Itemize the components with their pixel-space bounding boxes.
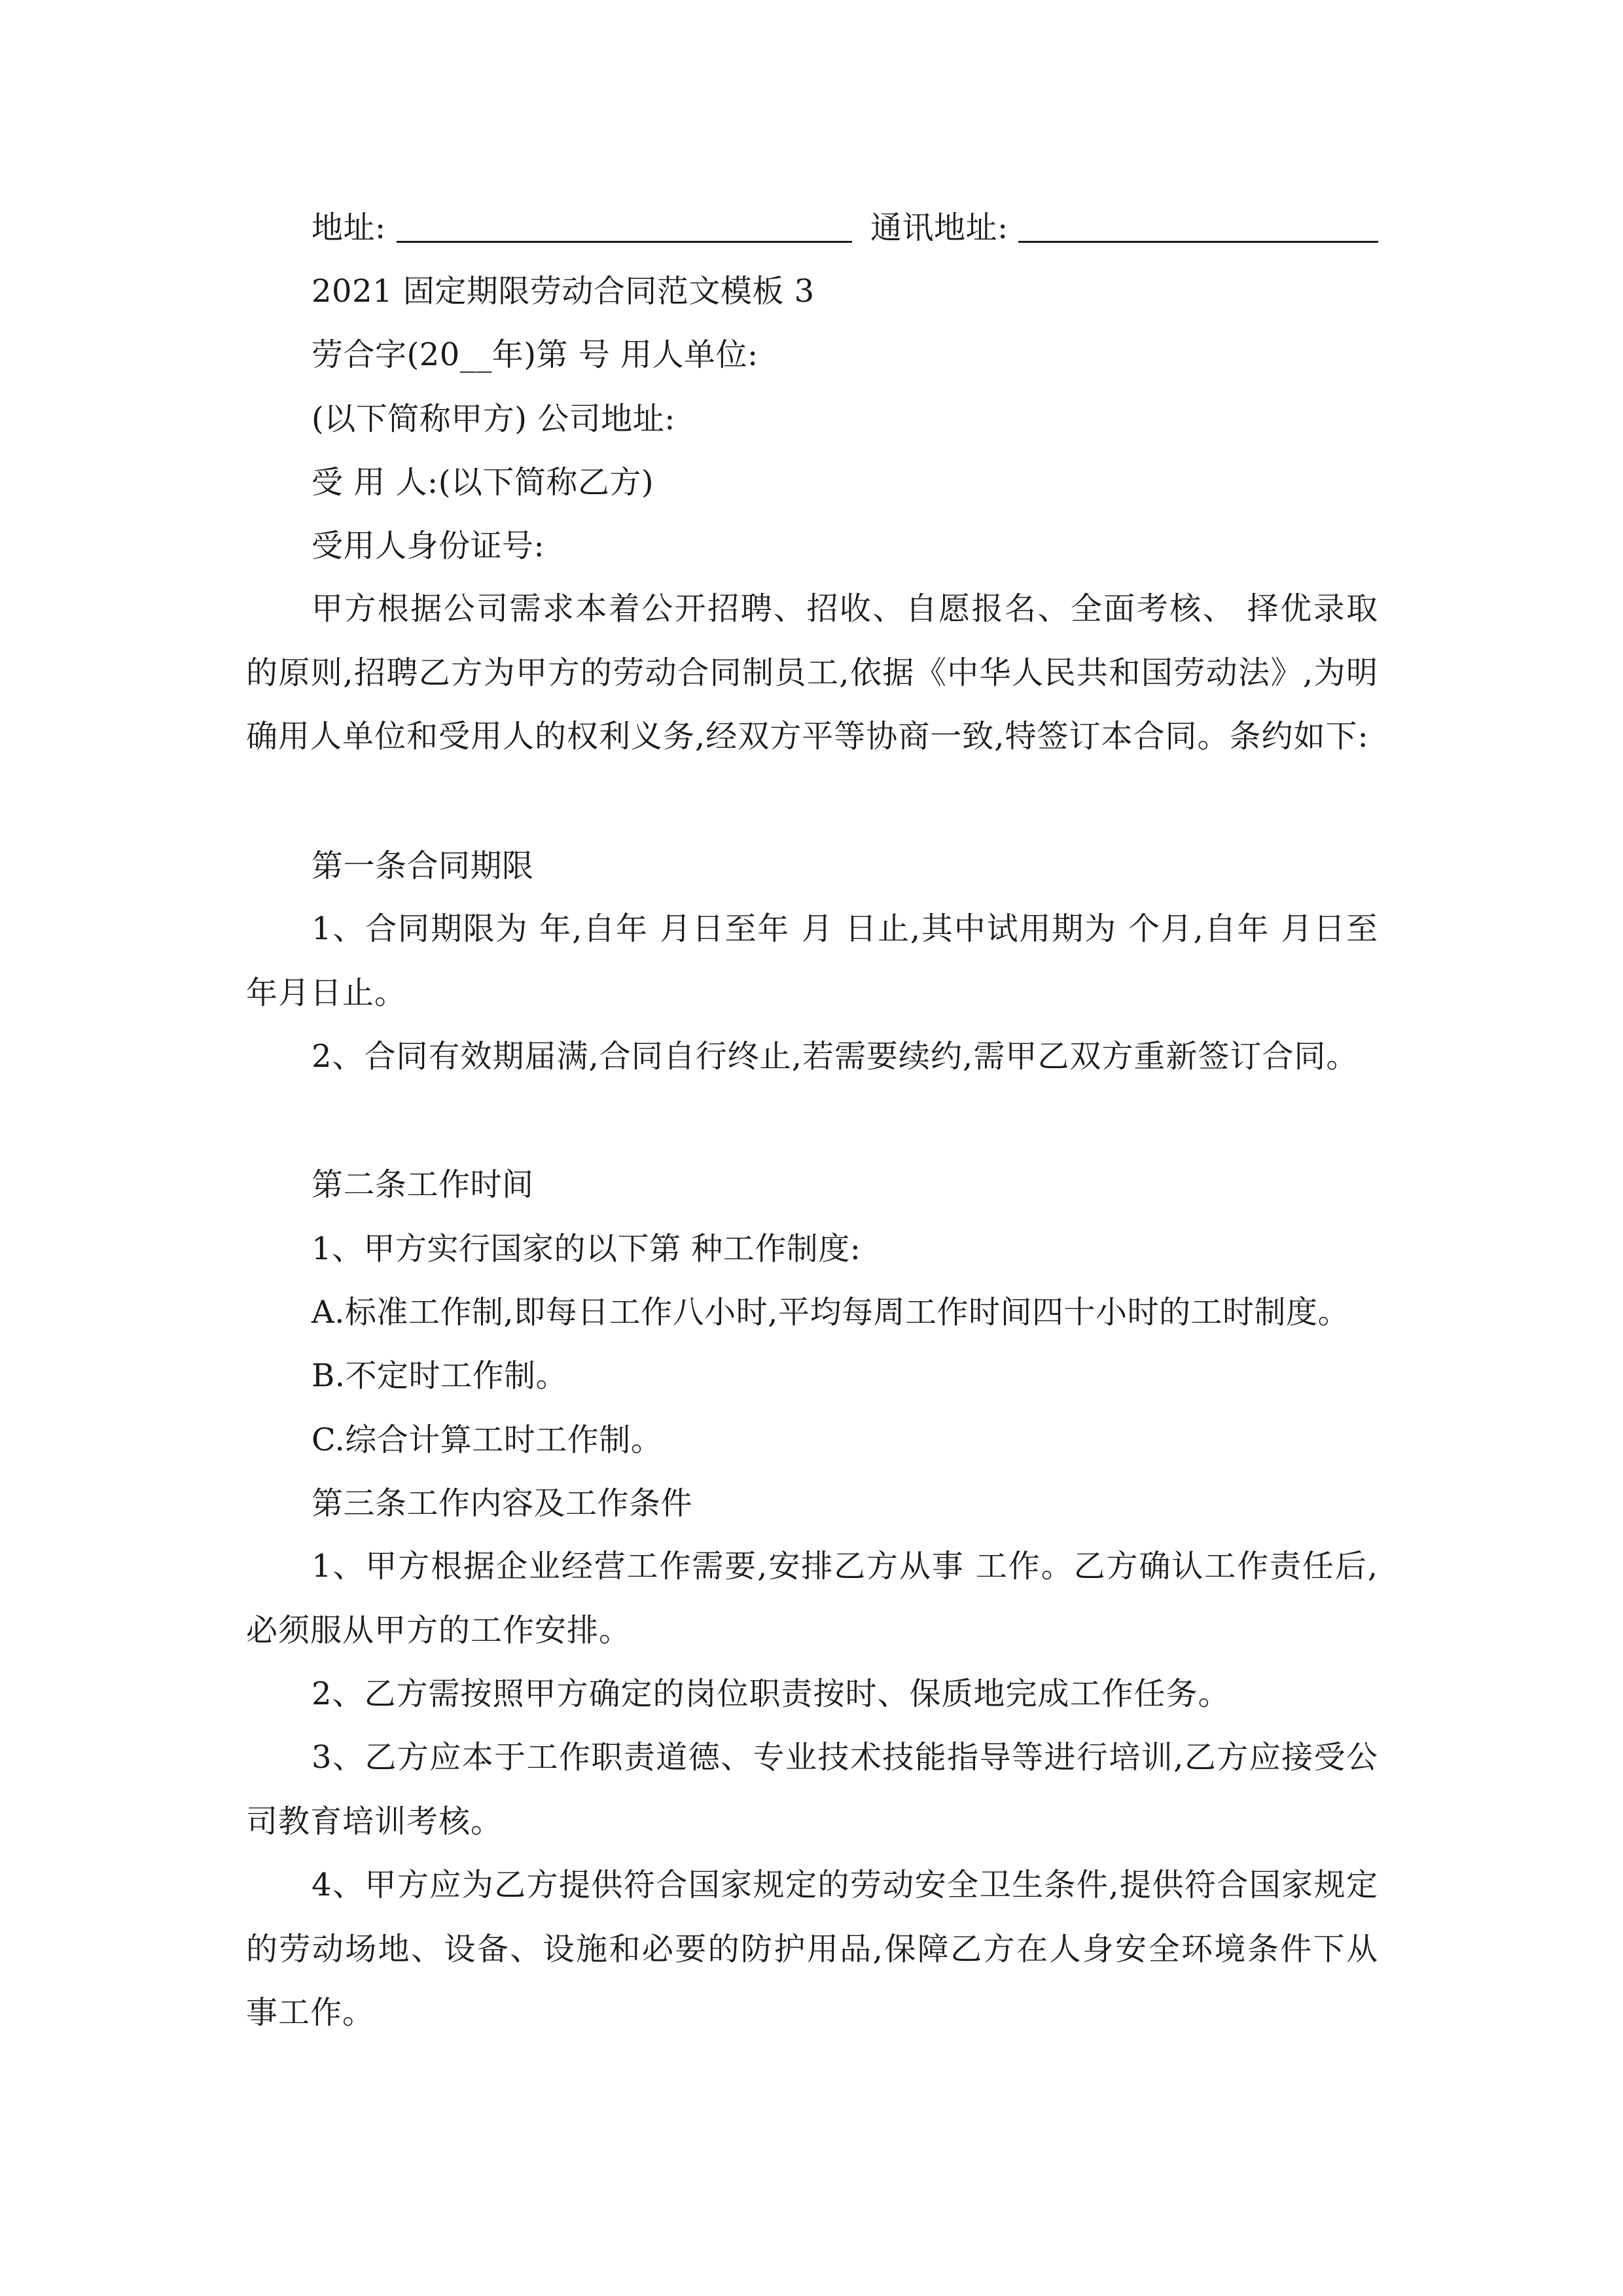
article2-item1: 1、甲方实行国家的以下第 种工作制度:: [312, 1230, 861, 1267]
party-b-line: 受 用 人:(以下简称乙方): [312, 464, 654, 501]
address-blank-line: [397, 241, 852, 243]
article3-item4: 4、甲方应为乙方提供符合国家规定的劳动安全卫生条件,提供符合国家规定的劳动场地、设备、设施和必要的防护用品,保障乙方在人身安全环境条件下从事工作。: [246, 1867, 1378, 2031]
article2-option-a: A.标准工作制,即每日工作八小时,平均每周工作时间四十小时的工时制度。: [312, 1294, 1349, 1331]
article1-item1: 1、合同期限为 年,自年 月日至年 月 日止,其中试用期为 个月,自年 月日至年月日止。: [246, 910, 1378, 1011]
mailing-address-blank-line: [1018, 241, 1378, 243]
mailing-address-label: 通讯地址:: [870, 209, 1008, 246]
contract-number-line: 劳合字(20__年)第 号 用人单位:: [312, 336, 758, 373]
article2-heading: 第二条工作时间: [312, 1166, 534, 1203]
article1-item2: 2、合同有效期届满,合同自行终止,若需要续约,需甲乙双方重新签订合同。: [312, 1038, 1359, 1075]
party-a-line: (以下简称甲方) 公司地址:: [312, 401, 675, 437]
article3-item1: 1、甲方根据企业经营工作需要,安排乙方从事 工作。乙方确认工作责任后,必须服从甲方的工作安排。: [246, 1548, 1378, 1649]
article3-item3: 3、乙方应本于工作职责道德、专业技术技能指导等进行培训,乙方应接受公司教育培训考核。: [246, 1739, 1378, 1840]
document-title: 2021 固定期限劳动合同范文模板 3: [312, 273, 815, 310]
address-label: 地址:: [312, 209, 386, 246]
article2-option-c: C.综合计算工时工作制。: [312, 1422, 663, 1458]
article1-heading: 第一条合同期限: [312, 848, 534, 884]
article3-heading: 第三条工作内容及工作条件: [312, 1485, 693, 1522]
intro-paragraph: 甲方根据公司需求本着公开招聘、招收、自愿报名、全面考核、 择优录取的原则,招聘乙方为甲方的劳动合同制员工,依据《中华人民共和国劳动法》,为明确用人单位和受用人的权利义务,经双方平等协商一致,特签订本合同。条约如下:: [246, 590, 1378, 755]
article2-option-b: B.不定时工作制。: [312, 1357, 568, 1394]
article3-item2: 2、乙方需按照甲方确定的岗位职责按时、保质地完成工作任务。: [312, 1676, 1230, 1712]
id-number-line: 受用人身份证号:: [312, 528, 545, 564]
